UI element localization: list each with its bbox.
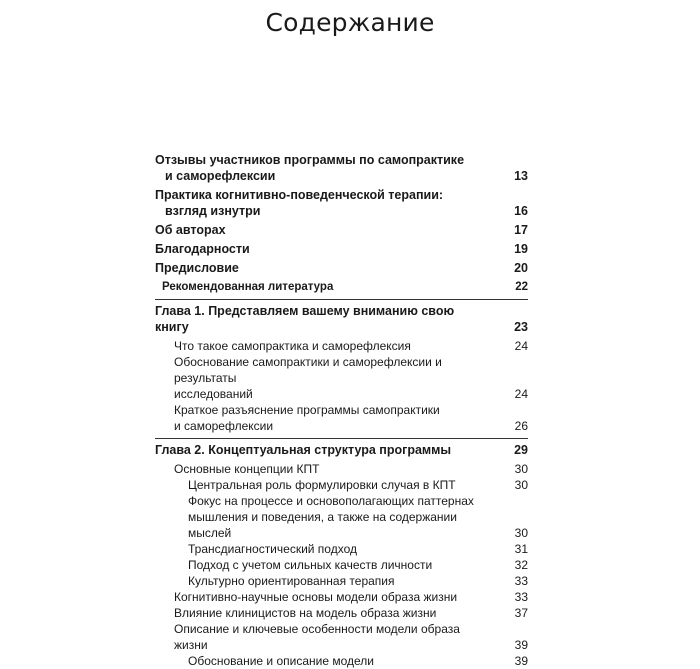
toc-entry-line: Трансдиагностический подход — [188, 542, 357, 556]
toc-entry-line: и саморефлексии — [174, 419, 274, 433]
toc-entry — [155, 299, 528, 335]
toc-entry — [155, 338, 528, 354]
toc-entry-line: Когнитивно-научные основы модели образа жизни — [174, 590, 458, 604]
toc-page-number: 37 — [514, 606, 528, 620]
toc-page-number: 29 — [514, 443, 528, 457]
toc-entry — [155, 621, 528, 653]
toc-entry-title — [155, 241, 488, 257]
toc-page-number: 32 — [514, 558, 528, 572]
toc-page-number: 30 — [514, 462, 528, 476]
toc-entry-line: Отзывы участников программы по самопрактике — [155, 153, 465, 167]
toc-entry-line: Предисловие — [155, 261, 239, 275]
toc-entry — [155, 402, 528, 434]
toc-entry-title — [155, 573, 488, 589]
toc-entry-line: Обоснование и описание модели — [188, 654, 374, 668]
toc-entry-line: Обоснование самопрактики и саморефлексии и результаты — [174, 355, 442, 385]
toc-entry-line: Описание и ключевые особенности модели образа жизни — [174, 622, 460, 652]
toc-entry — [155, 438, 528, 458]
toc-entry-title — [155, 589, 488, 605]
toc-entry — [155, 589, 528, 605]
toc-entry-title — [155, 338, 488, 354]
toc-entry — [155, 541, 528, 557]
toc-page-number: 39 — [514, 654, 528, 668]
toc-page-number: 26 — [514, 419, 528, 433]
toc-entry-title — [155, 557, 488, 573]
toc-entry-title — [155, 653, 488, 669]
toc-entry-line: Что такое самопрактика и саморефлексия — [174, 339, 411, 353]
toc-entry-title — [155, 152, 488, 184]
toc-entry — [155, 605, 528, 621]
toc-page-number: 23 — [514, 320, 528, 334]
toc-entry-line: Основные концепции КПТ — [174, 462, 320, 476]
toc-entry-line: Культурно ориентированная терапия — [188, 574, 395, 588]
toc-entry — [155, 653, 528, 669]
toc-entry-line: Влияние клиницистов на модель образа жизни — [174, 606, 437, 620]
toc-entry-line: мышления и поведения, а также на содержании мыслей — [188, 510, 457, 540]
toc-entry — [155, 354, 528, 402]
toc-entry-line: Краткое разъяснение программы самопрактики — [174, 403, 440, 417]
toc-entry-title — [155, 477, 488, 493]
toc-entry-title — [155, 303, 488, 335]
toc-entry-line: Глава 1. Представляем вашему вниманию свою книгу — [155, 304, 455, 334]
toc-entry — [155, 222, 528, 238]
toc-entry-title — [155, 279, 488, 295]
toc-entry — [155, 241, 528, 257]
toc-entry — [155, 461, 528, 477]
toc-page-number: 33 — [514, 574, 528, 588]
toc-entry — [155, 152, 528, 184]
toc-entry-title — [155, 605, 488, 621]
toc-entry-line: Центральная роль формулировки случая в КПТ — [188, 478, 456, 492]
toc-entry-title — [155, 402, 488, 434]
toc-entry — [155, 260, 528, 276]
toc-page-number: 39 — [514, 638, 528, 652]
toc-entry-line: Рекомендованная литература — [162, 281, 334, 293]
toc-entry-line: Подход с учетом сильных качеств личности — [188, 558, 433, 572]
toc-entry-line: Глава 2. Концептуальная структура программы — [155, 443, 452, 457]
toc-entry-title — [155, 541, 488, 557]
toc-entry-line: Об авторах — [155, 223, 226, 237]
toc-entry-title — [155, 442, 488, 458]
toc-page-number: 30 — [514, 526, 528, 540]
toc-entry — [155, 557, 528, 573]
toc-page-number: 24 — [514, 387, 528, 401]
toc-entry-line: Практика когнитивно-поведенческой терапии: — [155, 188, 444, 202]
toc-page-number: 33 — [514, 590, 528, 604]
toc-entry-title — [155, 222, 488, 238]
toc-entry-line: взгляд изнутри — [165, 204, 261, 218]
toc-entry — [155, 477, 528, 493]
toc-entry-line: и саморефлексии — [165, 169, 276, 183]
toc-page-number: 22 — [515, 281, 528, 293]
toc-page-number: 19 — [514, 242, 528, 256]
toc-page-number: 30 — [514, 478, 528, 492]
toc-entry-title — [155, 621, 488, 653]
toc-entry — [155, 279, 528, 295]
toc-page-number: 13 — [514, 169, 528, 183]
toc-page-number: 16 — [514, 204, 528, 218]
toc-entry-line: Фокус на процессе и основополагающих паттернах — [188, 494, 474, 508]
toc-entry — [155, 187, 528, 219]
toc-entry-title — [155, 493, 488, 541]
toc-entry-title — [155, 461, 488, 477]
toc-entry-title — [155, 260, 488, 276]
table-of-contents — [155, 152, 528, 669]
toc-page-number: 17 — [514, 223, 528, 237]
toc-page-number: 24 — [514, 339, 528, 353]
toc-entry-title — [155, 354, 488, 402]
toc-entry-line: Благодарности — [155, 242, 250, 256]
toc-entry-line: исследований — [174, 387, 253, 401]
toc-page-number: 20 — [514, 261, 528, 275]
page-title: Содержание — [265, 8, 435, 37]
toc-entry-title — [155, 187, 488, 219]
toc-page-number: 31 — [514, 542, 528, 556]
toc-entry — [155, 493, 528, 541]
toc-entry — [155, 573, 528, 589]
